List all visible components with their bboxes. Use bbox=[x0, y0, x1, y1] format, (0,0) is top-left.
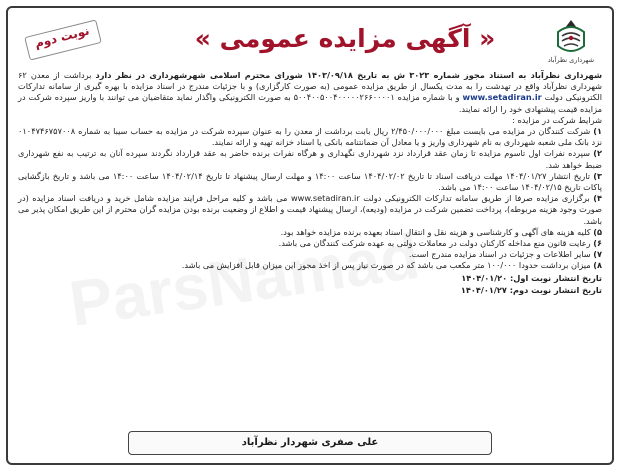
intro-text-b: و با شماره مزایده ۵۰۰۴۰۰۵۰۰۴۰۰۰۰۰۲۶۶۰۰۰۰۱ به صورت الکترونیکی واگذار نماید متقاضیان می توانند با واریز سپرده شرکت در مزایده قیمت پیشنهادی خود را ارائه نمایند. bbox=[18, 92, 602, 114]
item-text: کلیه هزینه های آگهی و کارشناسی و هزینه نقل و انتقال اسناد بعهده برنده مزایده خواهد بود. bbox=[280, 226, 591, 237]
list-item bbox=[18, 238, 602, 249]
item-text: رعایت قانون منع مداخله کارکنان دولت در معاملات دولتی به عهده شرکت کنندگان می باشد. bbox=[278, 238, 591, 249]
logo-caption: شهرداری نظرآباد bbox=[547, 56, 595, 64]
item-number: ۸) bbox=[593, 260, 602, 271]
first-publish-date: تاریخ انتشار نوبت اول: ۱۴۰۴/۰۱/۲۰ bbox=[461, 272, 602, 283]
round-badge bbox=[26, 22, 98, 58]
announcement-body bbox=[18, 70, 602, 296]
item-number: ۱) bbox=[593, 126, 602, 137]
website-link[interactable]: www.setadiran.ir bbox=[462, 92, 542, 103]
municipality-logo bbox=[544, 16, 598, 70]
item-number: ۲) bbox=[593, 148, 602, 159]
item-number: ۵) bbox=[593, 226, 602, 237]
item-text: شرکت کنندگان در مزایده می بایست مبلغ ۲/۴۵۰/۰۰۰/۰۰۰ ریال بابت برداشت از معدن را به عنوان سپرده شرکت در مزایده به حساب سیبا به شماره ۰۱۰۴۷۴۶۷۵۷۰۰۸ نزد بانک ملی شعبه شهرداری به نام شهرداری واریز و یا معادل آن ضمانتنامه بانکی یا اسناد خزانه تهیه و ارائه نمایند. bbox=[18, 126, 602, 148]
list-item bbox=[18, 171, 602, 193]
item-number: ۳) bbox=[593, 170, 602, 181]
signature-box: علی صفری شهردار نظرآباد bbox=[128, 431, 492, 455]
announcement-frame bbox=[6, 6, 614, 465]
intro-text-a: برداشت از معدن ۶۲ شهرداری نظرآباد واقع در تهدشت را به مدت یکسال از طریق مزایده عمومی (به صورت کارگزاری) و با جزئیات مندرج در اسناد مزایده با بهره گیری از سامانه تدارکات الکترونیکی دولت bbox=[18, 70, 602, 103]
item-text: برگزاری مزایده صرفا از طریق سامانه تدارکات الکترونیکی دولت www.setadiran.ir می باشد و کلیه مراحل فرایند مزایده شامل خرید و دریافت اسناد مزایده (در صورت وجود هزینه مربوطه)، پرداخت تضمین شرکت در مزایده (ودیعه)، ارسال پیشنهاد قیمت و اطلاع از وضعیت برنده بودن مزایده گران محترم از این طریق امکان پذیر می باشد. bbox=[18, 193, 602, 226]
intro-lead: شهرداری نظرآباد به استناد مجوز شماره ۳۰۲۳ ش به تاریخ ۱۴۰۳/۰۹/۱۸ شورای محترم اسلامی شهرشهرداری در نظر دارد bbox=[95, 70, 603, 80]
item-number: ۷) bbox=[593, 249, 602, 260]
conditions-heading: شرایط شرکت در مزایده : bbox=[512, 114, 602, 125]
item-text: سپرده نفرات اول تاسوم مزایده تا زمان عقد قرارداد نزد شهرداری نگهداری و هرگاه نفرات برنده حاضر به عقد قرارداد نگردند سپرده آنان به ترتیب به نفع شهرداری ضبط خواهد شد. bbox=[18, 148, 602, 170]
list-item bbox=[18, 193, 602, 227]
announcement-header bbox=[8, 8, 612, 68]
list-item bbox=[18, 126, 602, 148]
item-number: ۶) bbox=[593, 238, 602, 249]
round-label: نوبت دوم bbox=[33, 23, 91, 51]
item-text: میزان برداشت حدودا ۱۰۰/۰۰۰ متر مکعب می باشد که در صورت نیاز پس از اخذ مجوز این میزان قابل افزایش می باشد. bbox=[181, 260, 591, 271]
item-text: تاریخ انتشار ۱۴۰۴/۰۱/۲۷ مهلت دریافت اسناد تا تاریخ ۱۴۰۴/۰۲/۰۲ ساعت ۱۴:۰۰ و مهلت ارسال پیشنهاد تا تاریخ ۱۴۰۴/۰۲/۱۴ ساعت ۱۴:۰۰ می باشد و تاریخ بازگشایی پاکات تاریخ ۱۴۰۴/۰۲/۱۵ ساعت ۱۴:۰۰ می باشد. bbox=[18, 170, 602, 193]
intro-paragraph bbox=[18, 70, 602, 115]
second-publish-date: تاریخ انتشار نوبت دوم: ۱۴۰۴/۰۱/۲۷ bbox=[460, 284, 602, 295]
list-item bbox=[18, 249, 602, 260]
list-item bbox=[18, 148, 602, 170]
item-text: سایر اطلاعات و جزئیات در اسناد مزایده مندرج است. bbox=[408, 249, 591, 260]
list-item bbox=[18, 260, 602, 271]
item-number: ۴) bbox=[593, 193, 602, 204]
announcement-title: « آگهی مزایده عمومی » bbox=[194, 24, 496, 53]
list-item bbox=[18, 227, 602, 238]
